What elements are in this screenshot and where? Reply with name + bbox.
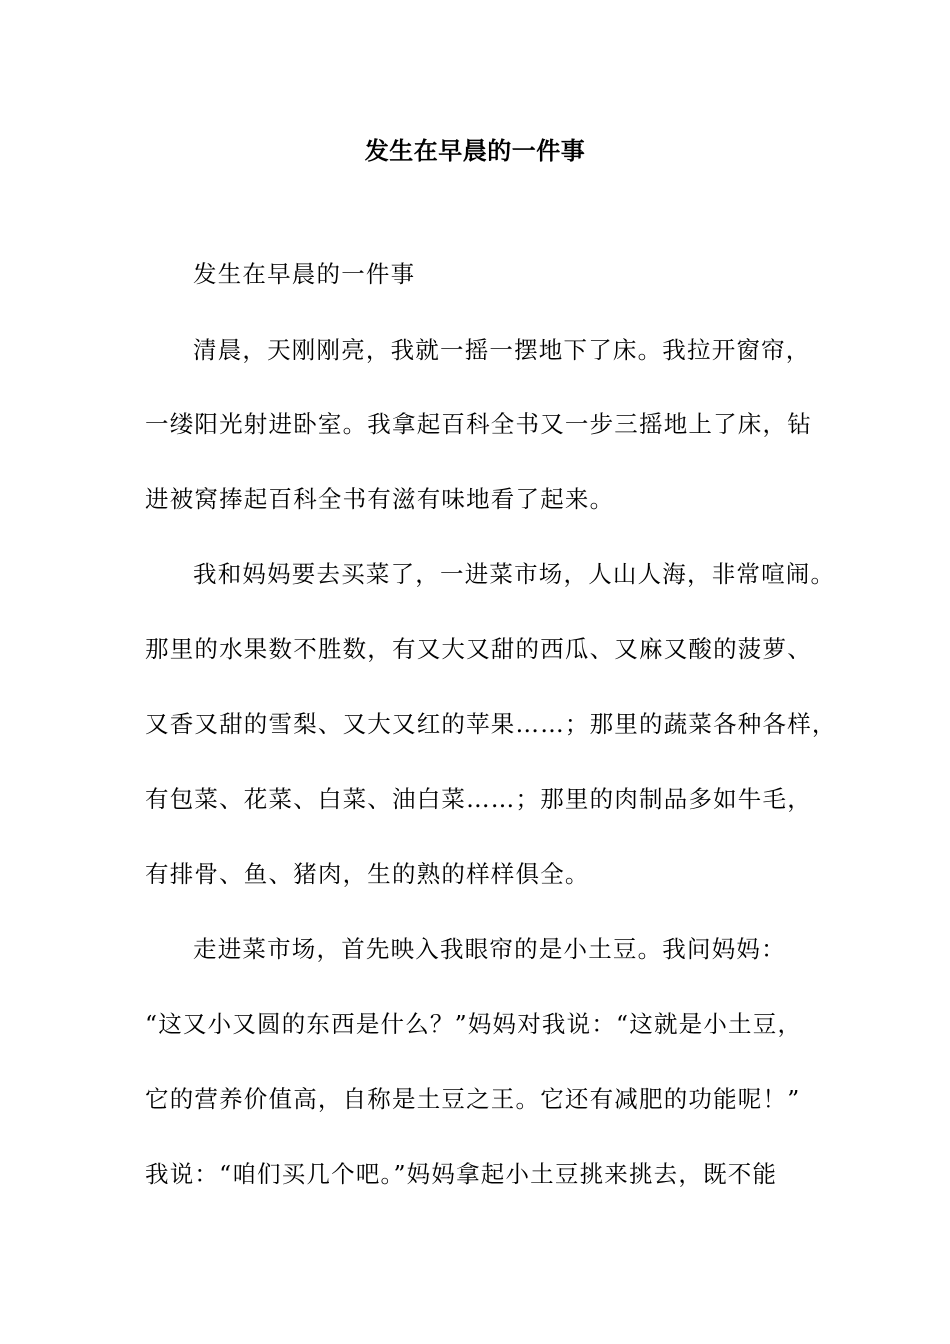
text-line: 有包菜、花菜、白菜、油白菜……；那里的肉制品多如牛毛， [145,785,812,813]
document-title: 发生在早晨的一件事 [364,136,586,165]
text-line: 有排骨、鱼、猪肉，生的熟的样样俱全。 [145,860,590,888]
text-line: 进被窝捧起百科全书有滋有味地看了起来。 [145,485,615,513]
text-line: “这又小又圆的东西是什么？”妈妈对我说：“这就是小土豆， [145,1010,803,1038]
paragraph-heading: 发生在早晨的一件事 [193,260,416,288]
text-line: 又香又甜的雪梨、又大又红的苹果……；那里的蔬菜各种各样， [145,710,837,738]
text-line: 那里的水果数不胜数，有又大又甜的西瓜、又麻又酸的菠萝、 [145,635,812,663]
text-line: 我和妈妈要去买菜了，一进菜市场，人山人海，非常喧闹。 [193,560,836,588]
text-line: 走进菜市场，首先映入我眼帘的是小土豆。我问妈妈： [193,935,786,963]
text-line: 我说：“咱们买几个吧。”妈妈拿起小土豆挑来挑去，既不能 [145,1160,778,1188]
text-line: 一缕阳光射进卧室。我拿起百科全书又一步三摇地上了床，钻 [145,410,812,438]
text-line: 清晨，天刚刚亮，我就一摇一摆地下了床。我拉开窗帘， [193,336,811,364]
text-line: 它的营养价值高，自称是土豆之王。它还有减肥的功能呢！” [145,1085,801,1113]
